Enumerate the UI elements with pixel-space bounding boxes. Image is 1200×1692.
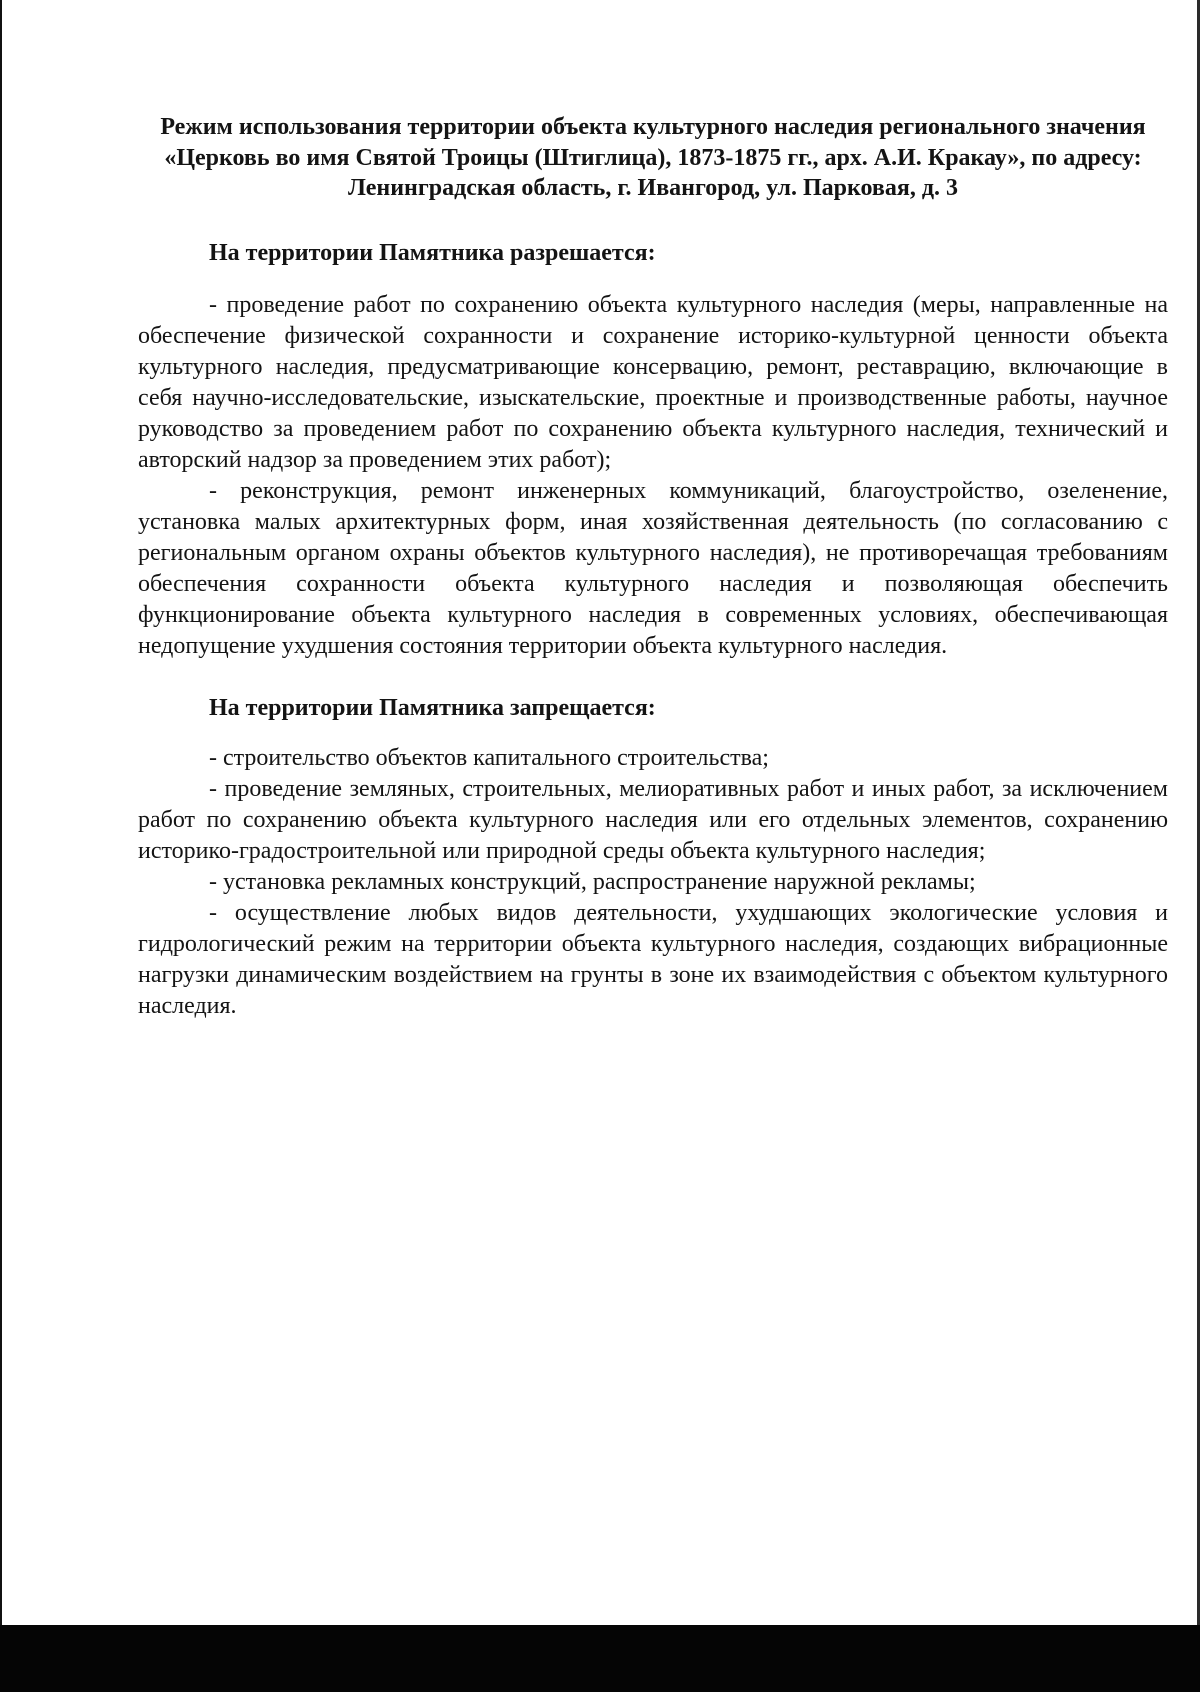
permitted-item: - проведение работ по сохранению объекта культурного наследия (меры, направленные на обеспечение физической сохранности и сохранение историко-культурной ценности объекта культурного наследия, предусматривающие консервацию, ремонт, реставрацию, включающие в себя научно-исследовательские, изыскательские, проектные и производственные работы, научное руководство за проведением работ по сохранению объекта культурного наследия, технический и авторский надзор за проведением этих работ); <box>138 291 1168 473</box>
prohibited-item: - осуществление любых видов деятельности, ухудшающих экологические условия и гидрологический режим на территории объекта культурного наследия, создающих вибрационные нагрузки динамическим воздействием на грунты в зоне их взаимодействия с объектом культурного наследия. <box>138 899 1168 1019</box>
permitted-list <box>138 290 1168 662</box>
scan-bottom-band <box>0 1625 1200 1692</box>
permitted-heading: На территории Памятника разрешается: <box>209 239 656 266</box>
document-title: Режим использования территории объекта культурного наследия регионального значения «Церковь во имя Святой Троицы (Штиглица), 1873-1875 гг., арх. А.И. Кракау», по адресу: Ленинградская область, г. Ивангород, ул. Парковая, д. 3 <box>160 114 1146 201</box>
prohibited-list <box>138 743 1168 1022</box>
prohibited-item: - установка рекламных конструкций, распространение наружной рекламы; <box>209 868 976 895</box>
prohibited-item: - проведение земляных, строительных, мелиоративных работ и иных работ, за исключением работ по сохранению объекта культурного наследия или его отдельных элементов, сохранению историко-градостроительной или природной среды объекта культурного наследия; <box>138 775 1168 864</box>
scan-left-edge <box>0 0 2 1692</box>
prohibited-item: - строительство объектов капитального строительства; <box>209 744 769 771</box>
document-page <box>138 112 1168 1022</box>
permitted-item: - реконструкция, ремонт инженерных коммуникаций, благоустройство, озеленение, установка малых архитектурных форм, иная хозяйственная деятельность (по согласованию с региональным органом охраны объектов культурного наследия), не противоречащая требованиям обеспечения сохранности объекта культурного наследия и позволяющая обеспечить функционирование объекта культурного наследия в современных условиях, обеспечивающая недопущение ухудшения состояния территории объекта культурного наследия. <box>138 477 1168 659</box>
prohibited-heading: На территории Памятника запрещается: <box>209 694 656 721</box>
